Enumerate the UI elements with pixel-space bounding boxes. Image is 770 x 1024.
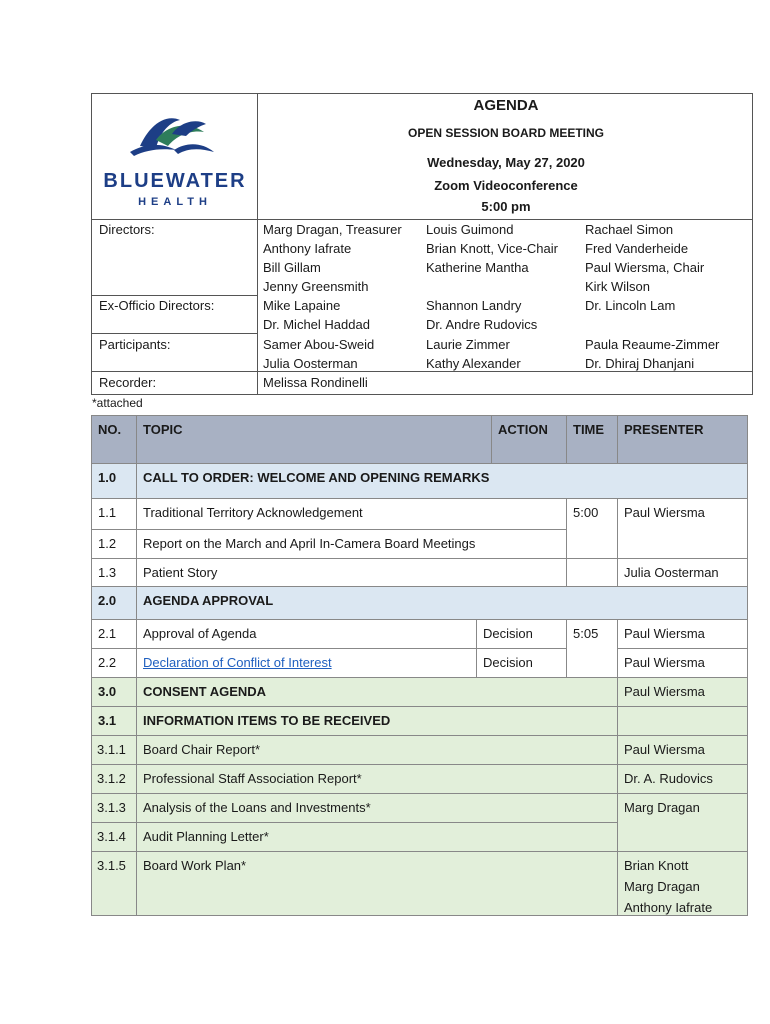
column-topic: TOPIC	[143, 422, 183, 437]
item-topic: Analysis of the Loans and Investments*	[143, 800, 371, 815]
recorder-label: Recorder:	[99, 375, 157, 390]
table-header-row	[91, 415, 748, 464]
item-action-cell	[476, 620, 566, 649]
item-topic-cell	[136, 678, 617, 707]
item-no-cell	[91, 707, 136, 736]
directors-list-1	[263, 220, 402, 296]
item-presenter-cell	[617, 620, 748, 649]
item-action: Decision	[483, 626, 533, 641]
item-presenter-cell	[617, 765, 748, 794]
participant-name: Laurie Zimmer	[426, 337, 510, 352]
director-name: Anthony Iafrate	[263, 241, 352, 256]
director-name: Kirk Wilson	[585, 279, 651, 294]
participants-label: Participants:	[99, 337, 171, 352]
item-presenter-cell	[617, 559, 748, 587]
item-topic-cell	[136, 559, 566, 587]
item-number: 3.1.5	[97, 858, 126, 873]
column-time: TIME	[573, 422, 605, 437]
item-topic-cell	[136, 587, 748, 620]
director-name: Brian Knott, Vice-Chair	[426, 241, 558, 256]
bluewater-health-logo	[100, 106, 250, 214]
item-time-cell	[566, 499, 617, 559]
exofficio-name: Dr. Lincoln Lam	[585, 298, 676, 313]
participants-list-1	[263, 335, 374, 373]
item-action-cell	[476, 649, 566, 678]
time-group	[566, 620, 617, 678]
table-row	[91, 852, 748, 916]
meeting-date: Wednesday, May 27, 2020	[427, 155, 585, 170]
header-rule	[92, 333, 257, 334]
item-topic-cell	[136, 823, 617, 852]
leaf-icon	[100, 106, 250, 166]
section-title: CONSENT AGENDA	[143, 684, 267, 699]
item-topic-cell	[136, 765, 617, 794]
item-no-cell	[91, 559, 136, 587]
item-no-cell	[91, 649, 136, 678]
section-row	[91, 464, 748, 499]
item-topic: Board Work Plan*	[143, 858, 247, 873]
item-time-cell	[566, 559, 617, 587]
item-presenter: Paul Wiersma	[624, 626, 705, 641]
header-cell	[491, 416, 566, 464]
director-name: Rachael Simon	[585, 222, 674, 237]
meeting-time: 5:00 pm	[481, 199, 531, 214]
item-number: 1.1	[98, 505, 117, 520]
column-presenter: PRESENTER	[624, 422, 704, 437]
exofficio-list-3	[585, 296, 675, 315]
section-title: AGENDA APPROVAL	[143, 593, 274, 608]
director-name: Louis Guimond	[426, 222, 514, 237]
item-time-cell	[566, 620, 617, 678]
item-presenter-cell	[617, 794, 748, 852]
header-cell	[617, 416, 748, 464]
item-topic: Professional Staff Association Report*	[143, 771, 362, 786]
section-row	[91, 707, 748, 736]
item-number: 2.2	[98, 655, 117, 670]
item-number: 2.0	[98, 593, 117, 608]
exofficio-name: Mike Lapaine	[263, 298, 341, 313]
item-number: 3.1.2	[97, 771, 126, 786]
item-number: 1.2	[98, 536, 117, 551]
item-presenter-cell	[617, 678, 748, 707]
item-number: 1.0	[98, 470, 117, 485]
exofficio-name: Dr. Michel Haddad	[263, 317, 370, 332]
participant-name: Julia Oosterman	[263, 356, 358, 371]
section-row	[91, 587, 748, 620]
participants-list-2	[426, 335, 521, 373]
item-topic: Audit Planning Letter*	[143, 829, 269, 844]
logo-wordmark: BLUEWATER	[103, 170, 247, 192]
exofficio-label: Ex-Officio Directors:	[99, 298, 215, 313]
section-title: INFORMATION ITEMS TO BE RECEIVED	[143, 713, 391, 728]
directors-list-3	[585, 220, 704, 296]
item-time: 5:05	[573, 626, 599, 641]
director-name: Katherine Mantha	[426, 260, 529, 275]
table-row	[91, 620, 748, 649]
item-topic-cell	[136, 499, 566, 530]
item-presenter: Paul Wiersma	[624, 684, 705, 699]
item-topic: Traditional Territory Acknowledgement	[143, 505, 363, 520]
participants-list-3	[585, 335, 719, 373]
meeting-subtitle: OPEN SESSION BOARD MEETING	[407, 126, 605, 140]
item-presenter: Anthony Iafrate	[624, 900, 713, 915]
item-number: 2.1	[98, 626, 117, 641]
page-title: AGENDA	[473, 97, 539, 114]
item-presenter: Paul Wiersma	[624, 505, 705, 520]
item-topic-cell	[136, 464, 748, 499]
item-number: 3.1.1	[97, 742, 126, 757]
item-topic: Approval of Agenda	[143, 626, 257, 641]
directors-list-2	[426, 220, 558, 277]
item-presenter-cell	[617, 499, 748, 559]
item-number: 3.1.3	[97, 800, 126, 815]
item-presenter-cell	[617, 707, 748, 736]
section-row	[91, 678, 748, 707]
director-name: Bill Gillam	[263, 260, 321, 275]
item-topic-cell	[136, 530, 566, 559]
item-no-cell	[91, 794, 136, 823]
table-row	[91, 559, 748, 587]
item-topic-cell	[136, 852, 617, 916]
item-action: Decision	[483, 655, 533, 670]
time-presenter-group	[566, 499, 748, 559]
item-topic-cell	[136, 736, 617, 765]
director-name: Paul Wiersma, Chair	[585, 260, 705, 275]
exofficio-list-1	[263, 296, 370, 334]
item-presenter-cell	[617, 852, 748, 916]
exofficio-name: Dr. Andre Rudovics	[426, 317, 538, 332]
item-number: 1.3	[98, 565, 117, 580]
item-presenter: Brian Knott	[624, 858, 689, 873]
participant-name: Paula Reaume-Zimmer	[585, 337, 720, 352]
item-no-cell	[91, 823, 136, 852]
directors-label: Directors:	[99, 222, 155, 237]
conflict-of-interest-link[interactable]: Declaration of Conflict of Interest	[143, 655, 332, 670]
director-name: Jenny Greensmith	[263, 279, 369, 294]
item-topic-cell	[136, 707, 617, 736]
item-presenter-cell	[617, 649, 748, 678]
participant-name: Kathy Alexander	[426, 356, 521, 371]
exofficio-name: Shannon Landry	[426, 298, 522, 313]
item-topic: Patient Story	[143, 565, 218, 580]
table-row	[91, 649, 748, 678]
header-cell	[566, 416, 617, 464]
exofficio-list-2	[426, 296, 537, 334]
column-no: NO.	[98, 422, 122, 437]
header-cell	[136, 416, 491, 464]
item-topic: Board Chair Report*	[143, 742, 261, 757]
item-presenter: Julia Oosterman	[624, 565, 719, 580]
section-title: CALL TO ORDER: WELCOME AND OPENING REMARKS	[143, 470, 490, 485]
item-no-cell	[91, 464, 136, 499]
table-row	[91, 765, 748, 794]
meeting-header	[91, 93, 753, 395]
item-no-cell	[91, 736, 136, 765]
item-no-cell	[91, 678, 136, 707]
item-number: 3.1.4	[97, 829, 126, 844]
item-no-cell	[91, 530, 136, 559]
item-presenter: Marg Dragan	[624, 879, 700, 894]
logo-subtitle: HEALTH	[138, 196, 212, 208]
recorder-name: Melissa Rondinelli	[263, 375, 368, 390]
item-topic-cell	[136, 649, 476, 678]
director-name: Marg Dragan, Treasurer	[263, 222, 402, 237]
item-number: 3.0	[98, 684, 117, 699]
item-number: 3.1	[98, 713, 117, 728]
participant-name: Samer Abou-Sweid	[263, 337, 375, 352]
item-topic-cell	[136, 794, 617, 823]
item-presenter: Marg Dragan	[624, 800, 700, 815]
table-row	[91, 736, 748, 765]
item-time: 5:00	[573, 505, 599, 520]
item-presenter-cell	[617, 736, 748, 765]
director-name: Fred Vanderheide	[585, 241, 689, 256]
item-no-cell	[91, 620, 136, 649]
item-topic-cell	[136, 620, 476, 649]
item-presenter: Paul Wiersma	[624, 655, 705, 670]
header-cell	[91, 416, 136, 464]
item-no-cell	[91, 587, 136, 620]
meeting-location: Zoom Videoconference	[434, 178, 578, 193]
item-no-cell	[91, 765, 136, 794]
attached-note: *attached	[92, 396, 143, 410]
participant-name: Dr. Dhiraj Dhanjani	[585, 356, 695, 371]
item-presenter: Paul Wiersma	[624, 742, 705, 757]
presenter-group	[617, 794, 748, 852]
item-topic: Report on the March and April In-Camera Board Meetings	[143, 536, 476, 551]
column-action: ACTION	[498, 422, 548, 437]
item-no-cell	[91, 852, 136, 916]
item-presenter: Dr. A. Rudovics	[624, 771, 713, 786]
item-no-cell	[91, 499, 136, 530]
